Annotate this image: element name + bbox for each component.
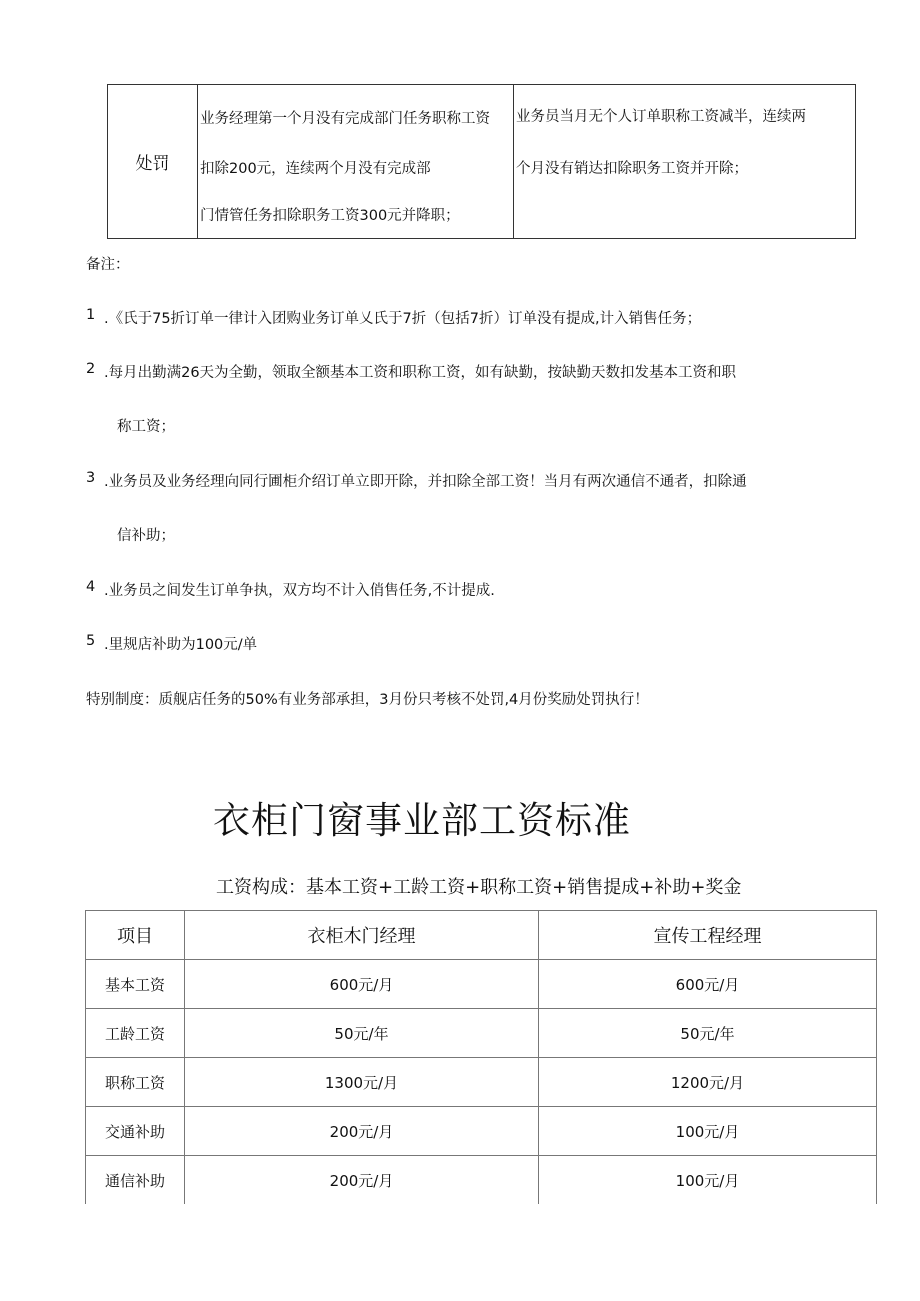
note-number: 2 <box>86 361 96 377</box>
table-row <box>86 960 877 1009</box>
note-text: .业务员之间发生订单争执，双方均不计入俏售任务,不计提成. <box>104 583 495 599</box>
note-continuation: 信补助； <box>117 528 175 544</box>
salary-header-row <box>86 911 877 960</box>
table-row <box>86 1107 877 1156</box>
cell-value: 100元/月 <box>539 1107 877 1156</box>
table-row <box>86 1058 877 1107</box>
header-cell-promo-manager: 宣传工程经理 <box>539 911 877 960</box>
note-number: 5 <box>86 633 96 649</box>
cell-value: 1300元/月 <box>185 1058 539 1107</box>
cell-value: 200元/月 <box>185 1156 539 1205</box>
note-number: 3 <box>86 470 96 486</box>
note-text: .里规店补助为100元/单 <box>104 637 258 653</box>
salary-subtitle: 工资构成：基本工资+工龄工资+职称工资+销售提成+补助+奖金 <box>216 877 742 898</box>
cell-value: 50元/年 <box>539 1009 877 1058</box>
staff-penalty-line: 个月没有销达扣除职务工资并开除； <box>516 161 748 177</box>
row-label: 通信补助 <box>86 1156 185 1205</box>
cell-value: 600元/月 <box>185 960 539 1009</box>
row-label: 工龄工资 <box>86 1009 185 1058</box>
table-row <box>86 1156 877 1205</box>
note-continuation: 称工资； <box>117 419 175 435</box>
cell-value: 1200元/月 <box>539 1058 877 1107</box>
row-label: 交通补助 <box>86 1107 185 1156</box>
salary-title: 衣柜门窗事业部工资标准 <box>213 799 631 842</box>
special-policy: 特别制度：质舰店任务的50%有业务部承担，3月份只考核不处罚,4月份奖励处罚执行！ <box>86 692 649 708</box>
cell-value: 50元/年 <box>185 1009 539 1058</box>
note-number: 1 <box>86 307 96 323</box>
cell-value: 100元/月 <box>539 1156 877 1205</box>
row-label: 职称工资 <box>86 1058 185 1107</box>
notes-heading: 备注： <box>86 257 130 273</box>
manager-penalty-cell <box>198 85 514 239</box>
manager-penalty-line: 业务经理第一个月没有完成部门任务职称工资 <box>200 111 490 127</box>
row-label: 基本工资 <box>86 960 185 1009</box>
note-text: .业务员及业务经理向同行圃柜介绍订单立即开除，并扣除全部工资！当月有两次通信不通者，扣除通 <box>104 474 747 490</box>
note-text: .每月出勤满26天为全勤，领取全额基本工资和职称工资，如有缺勤，按缺勤天数扣发基本工资和职 <box>104 365 737 381</box>
penalty-table <box>107 84 856 239</box>
salary-table <box>85 910 877 1204</box>
penalty-label: 处罚 <box>108 85 198 239</box>
cell-value: 600元/月 <box>539 960 877 1009</box>
cell-value: 200元/月 <box>185 1107 539 1156</box>
table-row <box>86 1009 877 1058</box>
note-text: .《氏于75折订单一律计入团购业务订单乂氏于7折（包括7折）订单没有提成,计入销售任务； <box>104 311 702 327</box>
manager-penalty-line: 门情管任务扣除职务工资300元并降职； <box>200 208 460 224</box>
header-cell-item: 项目 <box>86 911 185 960</box>
header-cell-wardrobe-manager: 衣柜木门经理 <box>185 911 539 960</box>
note-number: 4 <box>86 579 96 595</box>
staff-penalty-cell <box>514 85 856 239</box>
manager-penalty-line: 扣除200元，连续两个月没有完成部 <box>200 161 431 177</box>
staff-penalty-line: 业务员当月无个人订单职称工资减半，连续两 <box>516 109 806 125</box>
